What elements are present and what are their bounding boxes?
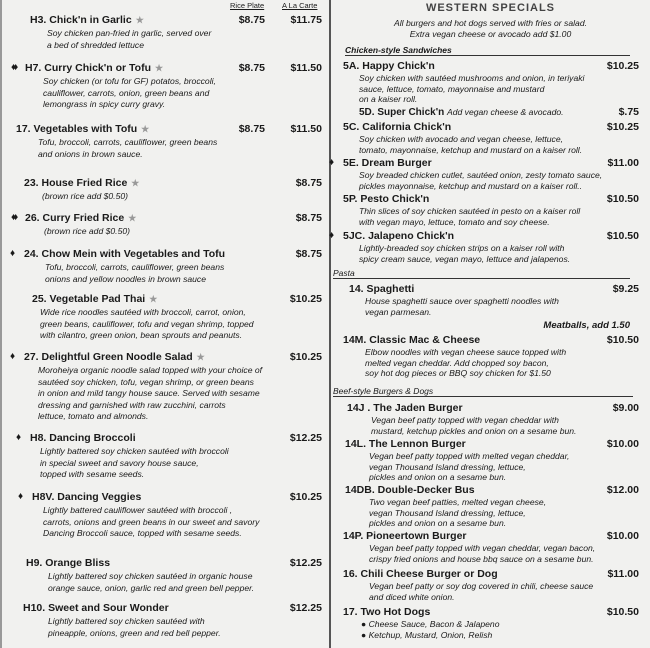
description-line: Wide rice noodles sautéed with broccoli, carrot, onion, (40, 307, 246, 317)
item-title (25, 62, 163, 74)
item-description (365, 296, 559, 317)
item-title (343, 334, 480, 346)
description-line: Soy chicken with avocado and vegan cheese, lettuce, (359, 134, 563, 144)
intro-line-2: Extra vegan cheese or avocado add $1.00 (409, 29, 572, 39)
item-note: Add vegan cheese & avocado. (446, 107, 564, 117)
spicy-pepper-icon: ♦♦ (11, 62, 16, 73)
spicy-pepper-icon: ♦ (329, 157, 332, 168)
item-description (359, 170, 602, 191)
item-price: $10.25 (289, 491, 322, 503)
a-la-carte-price: $11.50 (290, 62, 322, 74)
western-specials-column (331, 0, 650, 648)
item-description (42, 191, 128, 203)
spicy-pepper-icon: ♦♦ (11, 212, 16, 223)
rice-plate-price: $8.75 (238, 14, 265, 26)
description-line: and diced white onion. (369, 591, 455, 602)
item-name: 5D. Super Chick'n (359, 107, 445, 118)
item-title (25, 212, 136, 224)
section-beef-style: Beef-style Burgers & Dogs (333, 386, 633, 397)
item-price: $8.75 (295, 248, 322, 260)
item-title (359, 106, 564, 119)
rice-plate-price: $8.75 (238, 62, 265, 74)
item-title (347, 402, 463, 414)
item-price: $10.00 (606, 530, 639, 542)
description-line: lettuce, tomato and almonds. (38, 411, 149, 421)
description-line: Tofu, broccoli, carrots, cauliflower, green beans (45, 262, 225, 272)
description-line: pickles and onion on a sesame bun. (369, 472, 507, 482)
spicy-pepper-icon: ♦ (10, 248, 13, 259)
description-line: crispy fried onions and house bbq sauce on a sesame bun. (369, 553, 594, 564)
star-icon: ★ (131, 178, 140, 188)
description-line: with cilantro, green onion, bean sprouts and peanuts. (40, 330, 243, 340)
item-description (359, 134, 582, 155)
item-description (359, 73, 584, 105)
item-description (369, 451, 569, 483)
description-line: Elbow noodles with vegan cheese sauce topped with (365, 347, 567, 357)
description-line: Lightly battered soy chicken sautéed in organic house (48, 571, 253, 581)
item-name: 14J . The Jaden Burger (347, 402, 463, 414)
description-line: Soy breaded chicken cutlet, sautéed onion, zesty tomato sauce, (359, 170, 603, 180)
item-description (365, 347, 566, 379)
description-line: Soy chicken (or tofu for GF) potatos, broccoli, (43, 76, 216, 86)
item-name: 14L. The Lennon Burger (345, 438, 466, 450)
description-line: lemongrass in spicy curry gravy. (43, 99, 166, 109)
item-price: $10.00 (606, 438, 639, 450)
item-price: $10.50 (606, 193, 639, 205)
description-line: carrots, onions and green beans in our sweet and savory (43, 516, 260, 527)
description-line: Moroheiya organic noodle salad topped with your choice of (38, 365, 263, 375)
item-title (24, 177, 139, 189)
description-line: in special sweet and savory house sauce, (40, 457, 199, 468)
description-line: a bed of shredded lettuce (47, 39, 144, 50)
item-name: 14. Spaghetti (349, 283, 415, 295)
description-line: Dancing Broccoli sauce, topped with sesame seeds. (43, 528, 242, 538)
description-line: melted vegan cheddar. Add chopped soy bacon, (365, 357, 549, 368)
description-line: Vegan beef patty topped with vegan cheddar with (371, 415, 559, 425)
description-line: sauce, lettuce, tomato, mayonnaise and mustard (359, 83, 545, 94)
section-pasta: Pasta (333, 268, 630, 279)
item-description (40, 446, 229, 481)
item-title (349, 283, 414, 295)
item-name: H3. Chick'n in Garlic (30, 14, 132, 26)
item-price: $9.00 (612, 402, 639, 414)
item-title (343, 121, 451, 133)
star-icon: ★ (135, 15, 144, 25)
description-line: Soy chicken pan-fried in garlic, served over (47, 28, 212, 38)
item-price: $10.25 (606, 60, 639, 72)
a-la-carte-price: $11.50 (290, 123, 322, 135)
item-description (38, 365, 262, 423)
item-title (345, 484, 475, 496)
item-description (43, 76, 216, 111)
item-name: 25. Vegetable Pad Thai (32, 293, 146, 305)
description-line: vegan Thousand Island dressing, lettuce, (369, 507, 526, 518)
description-line: on a kaiser roll. (359, 94, 418, 104)
item-description (359, 206, 580, 227)
item-name: 27. Delightful Green Noodle Salad (24, 351, 193, 363)
description-line: pickles mayonnaise, ketchup and mustard on a kaiser roll.. (359, 180, 583, 191)
western-specials-heading: WESTERN SPECIALS (425, 2, 556, 14)
description-line: Vegan beef patty topped with melted vegan cheddar, (369, 451, 570, 461)
spicy-pepper-icon: ♦ (10, 351, 13, 362)
description-line: cauliflower, carrots, onion, green beans and (43, 87, 210, 98)
item-price: $9.25 (612, 283, 639, 295)
section-chicken-style: Chicken-style Sandwiches (345, 45, 630, 56)
spicy-pepper-icon: ♦ (16, 432, 19, 443)
description-line: with vegan mayo, lettuce, tomato and soy cheese. (359, 216, 550, 227)
item-price: $10.25 (289, 293, 322, 305)
item-title (23, 602, 169, 614)
item-description (44, 226, 130, 238)
item-name: H9. Orange Bliss (26, 557, 111, 569)
item-name: 17. Vegetables with Tofu (16, 123, 138, 135)
item-title (16, 123, 149, 135)
spicy-pepper-icon: ♦ (18, 491, 21, 502)
item-price: $.75 (618, 106, 639, 118)
description-line: ● Ketchup, Mustard, Onion, Relish (361, 629, 493, 640)
item-price: $12.00 (606, 484, 639, 496)
item-price: $10.25 (289, 351, 322, 363)
description-line: topped with sesame seeds. (40, 469, 145, 479)
description-line: spicy cream sauce, vegan mayo, lettuce and jalapenos. (359, 253, 571, 264)
item-name: H10. Sweet and Sour Wonder (23, 602, 169, 614)
description-line: vegan Thousand Island dressing, lettuce, (369, 461, 526, 472)
item-price: $8.75 (295, 177, 322, 189)
intro-line-1: All burgers and hot dogs served with fries or salad. (394, 18, 587, 28)
item-description (359, 243, 570, 264)
description-line: pickles and onion on a sesame bun. (369, 518, 507, 528)
item-description (48, 571, 254, 594)
item-title (24, 248, 225, 260)
item-description (48, 616, 221, 639)
description-line: Two vegan beef patties, melted vegan cheese, (369, 497, 547, 507)
item-price: $12.25 (289, 557, 322, 569)
item-description (371, 415, 576, 436)
description-line: ● Cheese Sauce, Bacon & Jalapeno (361, 619, 500, 629)
description-line: Soy chicken with sautéed mushrooms and onion, in teriyaki (359, 73, 585, 83)
item-title (343, 606, 430, 618)
star-icon: ★ (196, 352, 205, 362)
description-line: orange sauce, onion, garlic red and green bell pepper. (48, 582, 255, 593)
description-line: Vegan beef patty or soy dog covered in chili, cheese sauce (369, 581, 594, 591)
description-line: pineapple, onions, green and red bell pepper. (48, 627, 221, 638)
a-la-carte-header: A La Carte (282, 1, 318, 10)
item-price: $11.00 (607, 568, 639, 580)
description-line: House spaghetti sauce over spaghetti noodles with (365, 296, 559, 306)
description-line: Thin slices of soy chicken sautéed in pesto on a kaiser roll (359, 206, 581, 216)
item-price: $11.00 (607, 157, 639, 169)
description-line: Lightly battered soy chicken sautéed with (48, 616, 205, 626)
star-icon: ★ (141, 124, 150, 134)
item-title (343, 230, 454, 242)
description-line: soy hot dog pieces or BBQ soy chicken for $1.50 (365, 368, 551, 378)
item-title (345, 438, 466, 450)
item-name: 5C. California Chick'n (343, 121, 452, 133)
description-line: onions and yellow noodles in brown sauce (45, 273, 206, 284)
item-title (32, 293, 157, 305)
item-title (24, 351, 205, 363)
item-name: 24. Chow Mein with Vegetables and Tofu (24, 248, 226, 260)
item-name: H8. Dancing Broccoli (30, 432, 136, 444)
item-name: 16. Chili Cheese Burger or Dog (343, 568, 498, 580)
item-description (369, 497, 546, 529)
description-line: Vegan beef patty topped with vegan cheddar, vegan bacon, (369, 543, 596, 553)
description-line: mustard, ketchup pickles and onion on a sesame bun. (371, 425, 577, 436)
star-icon: ★ (149, 294, 158, 304)
item-title (343, 193, 429, 205)
item-name: H8V. Dancing Veggies (32, 491, 142, 503)
spicy-pepper-icon: ♦ (329, 230, 332, 241)
description-line: (brown rice add $0.50) (44, 226, 130, 236)
item-price: $10.50 (606, 230, 639, 242)
item-description (38, 137, 217, 160)
description-line: Lightly battered soy chicken sautéed with broccoli (40, 446, 229, 456)
item-price: $10.25 (606, 121, 639, 133)
item-title (32, 491, 141, 503)
item-description (45, 262, 224, 285)
description-line: tomato, mayonnaise, ketchup and mustard on a kaiser roll. (359, 144, 583, 155)
rice-plate-price: $8.75 (238, 123, 265, 135)
item-name: 5JC. Jalapeno Chick'n (343, 230, 455, 242)
description-line: (brown rice add $0.50) (42, 191, 128, 201)
meatballs-addon: Meatballs, add 1.50 (543, 320, 630, 331)
description-line: Lightly battered cauliflower sautéed with broccoli , (43, 505, 233, 515)
item-title (30, 14, 144, 26)
item-description (361, 619, 500, 640)
item-title (30, 432, 136, 444)
item-name: 5A. Happy Chick'n (343, 60, 435, 72)
description-line: Lightly-breaded soy chicken strips on a kaiser roll with (359, 243, 565, 253)
star-icon: ★ (128, 213, 137, 223)
item-description (369, 581, 593, 602)
item-name: 5E. Dream Burger (343, 157, 432, 169)
description-line: vegan parmesan. (365, 306, 432, 317)
item-title (343, 530, 467, 542)
item-description (369, 543, 595, 564)
a-la-carte-price: $11.75 (290, 14, 322, 26)
item-name: 5P. Pesto Chick'n (343, 193, 430, 205)
rice-plate-header: Rice Plate (230, 1, 265, 10)
description-line: Tofu, broccoli, carrots, cauliflower, green beans (38, 137, 218, 147)
item-name: 17. Two Hot Dogs (343, 606, 431, 618)
item-price: $12.25 (289, 602, 322, 614)
item-name: 14M. Classic Mac & Cheese (343, 334, 481, 346)
star-icon: ★ (154, 63, 164, 73)
item-name: 26. Curry Fried Rice (25, 212, 125, 224)
item-name: 14P. Pioneertown Burger (343, 530, 467, 542)
item-description (47, 28, 211, 51)
description-line: sautéed soy chicken, tofu, vegan shrimp, or green beans (38, 376, 254, 387)
item-description (43, 505, 259, 540)
item-price: $10.50 (606, 606, 639, 618)
item-price: $12.25 (289, 432, 322, 444)
item-title (343, 568, 498, 580)
item-title (26, 557, 110, 569)
item-name: 23. House Fried Rice (24, 177, 128, 189)
item-title (343, 157, 432, 169)
item-title (343, 60, 435, 72)
item-price: $8.75 (295, 212, 322, 224)
item-description (40, 307, 254, 342)
description-line: green beans, cauliflower, tofu and vegan shrimp, topped (40, 318, 254, 329)
item-name: 14DB. Double-Decker Bus (345, 484, 475, 496)
description-line: in onion and mild tangy house sauce. Served with sesame (38, 388, 260, 398)
description-line: and onions in brown sauce. (38, 148, 143, 159)
item-price: $10.50 (606, 334, 639, 346)
description-line: dressing and garnished with raw zucchini, carrots (38, 399, 226, 410)
item-name: H7. Curry Chick'n or Tofu (25, 62, 151, 74)
